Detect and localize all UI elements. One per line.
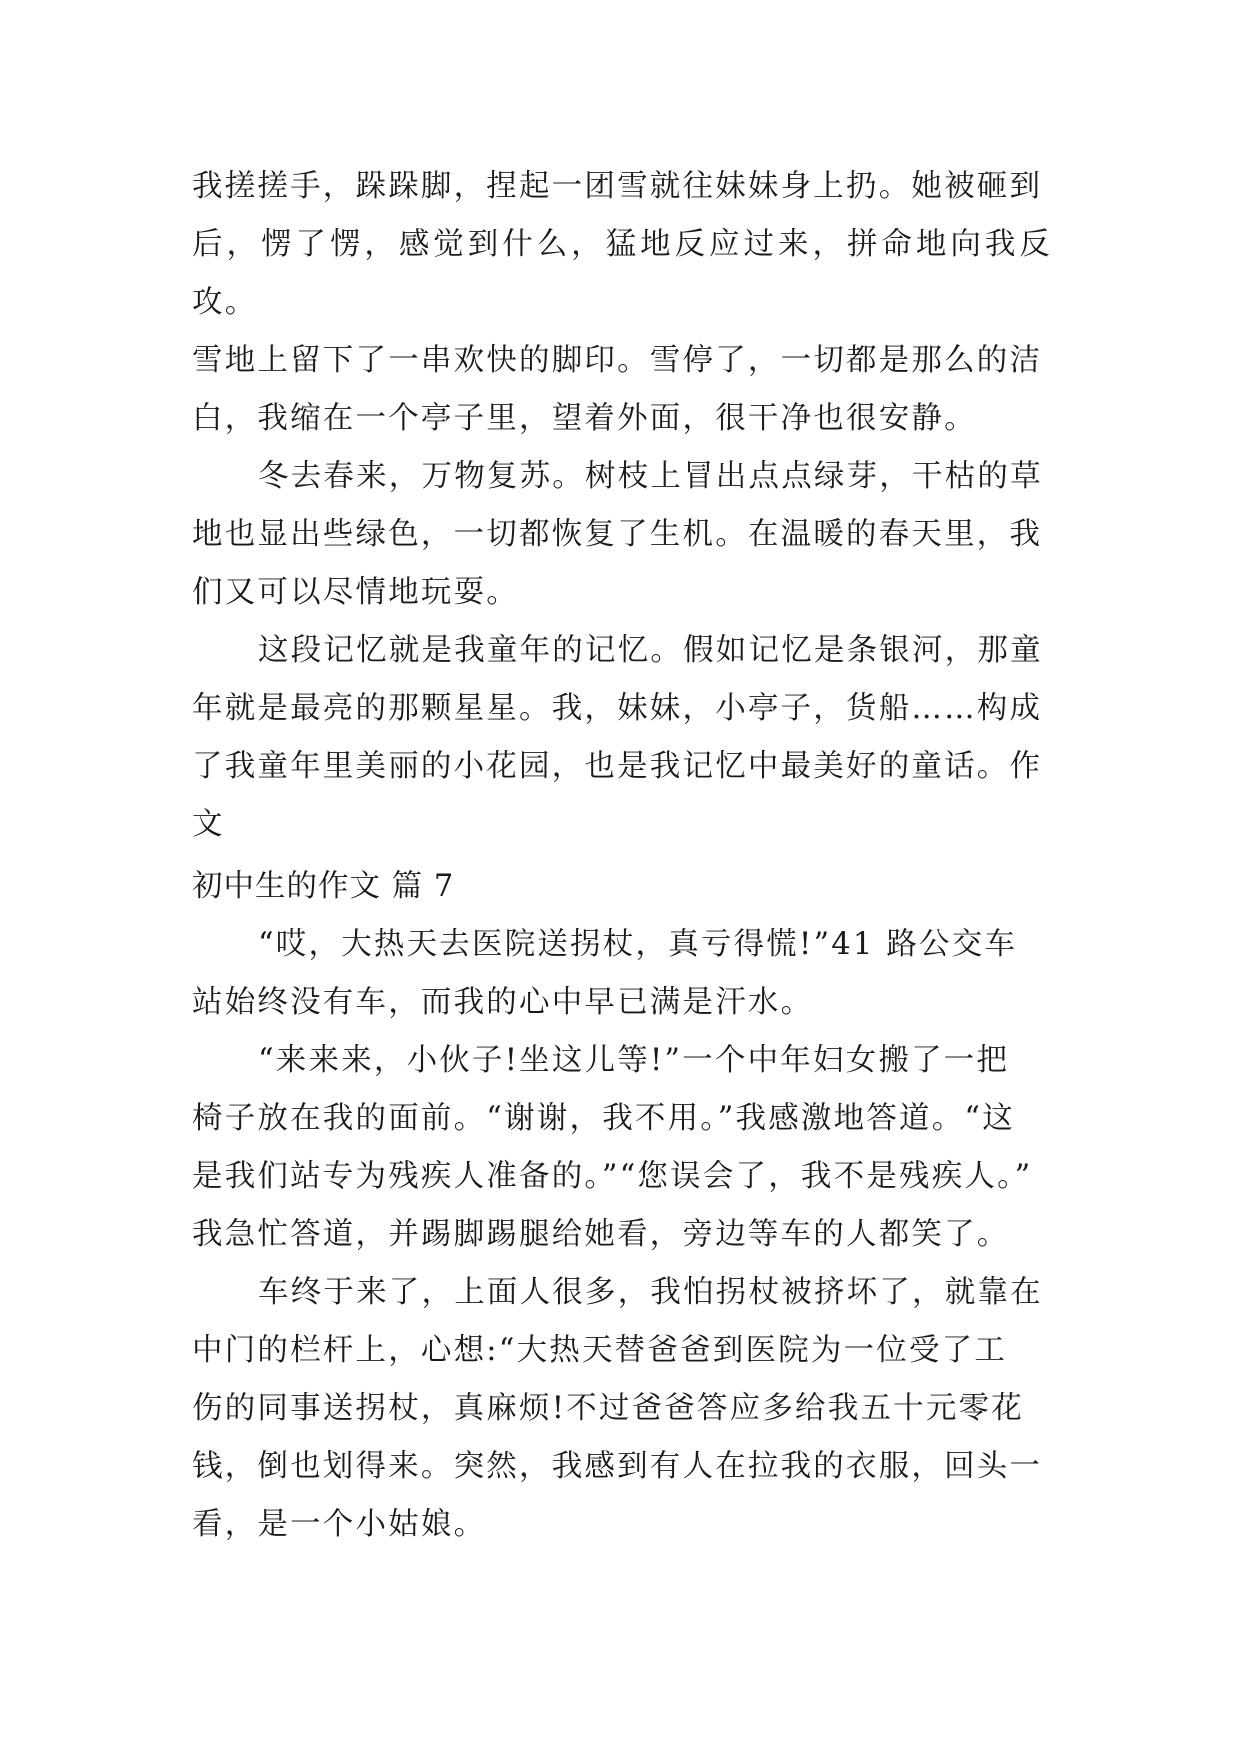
text-line: 白，我缩在一个亭子里，望着外面，很干净也很安静。 [192,401,977,436]
text-line: 中门的栏杆上，心想:“大热天替爸爸到医院为一位受了工 [192,1333,1008,1368]
text-line: 雪地上留下了一串欢快的脚印。雪停了，一切都是那么的洁 [192,343,1043,378]
text-line: 看，是一个小姑娘。 [192,1507,487,1542]
text-line: 钱，倒也划得来。突然，我感到有人在拉我的衣服，回头一 [192,1449,1043,1484]
text-line: 这段记忆就是我童年的记忆。假如记忆是条银河，那童 [258,633,1043,668]
text-line: “来来来，小伙子!坐这儿等!”一个中年妇女搬了一把 [258,1043,1010,1078]
text-line: 冬去春来，万物复苏。树枝上冒出点点绿芽，干枯的草 [258,459,1043,494]
paragraph-memory [192,622,1052,854]
text-line: 我搓搓手，跺跺脚，捏起一团雪就往妹妹身上扔。她被砸到 [192,169,1043,204]
text-line: 地也显出些绿色，一切都恢复了生机。在温暖的春天里，我 [192,517,1043,552]
text-line: 们又可以尽情地玩耍。 [192,575,519,610]
text-line: 伤的同事送拐杖，真麻烦!不过爸爸答应多给我五十元零花 [192,1391,1024,1426]
section-heading: 初中生的作文 篇 7 [192,869,455,904]
text-line: 了我童年里美丽的小花园，也是我记忆中最美好的童话。作 [192,749,1043,784]
text-line: 站始终没有车，而我的心中早已满是汗水。 [192,985,814,1020]
essay-7-body [192,916,1052,1554]
text-line: 年就是最亮的那颗星星。我，妹妹，小亭子，货船……构成 [192,691,1043,726]
text-line: 椅子放在我的面前。“谢谢，我不用。”我感激地答道。“这 [192,1101,1015,1136]
text-line: 文 [192,807,225,842]
text-line: 车终于来了，上面人很多，我怕拐杖被挤坏了，就靠在 [258,1275,1043,1310]
paragraph-snow-fight [192,158,1052,448]
paragraph-bus-stop [192,916,1052,1032]
paragraph-spring [192,448,1052,622]
text-line: 我急忙答道，并踢脚踢腿给她看，旁边等车的人都笑了。 [192,1217,1010,1252]
paragraph-chair [192,1032,1052,1264]
essay-continuation [192,158,1052,854]
text-line: 后，愣了愣，感觉到什么，猛地反应过来，拼命地向我反攻。 [192,227,1052,320]
text-line: “哎，大热天去医院送拐杖，真亏得慌!”41 路公交车 [258,927,1018,962]
paragraph-bus-arrives [192,1264,1052,1554]
text-line: 是我们站专为残疾人准备的。”“您误会了，我不是残疾人。” [192,1159,1033,1194]
